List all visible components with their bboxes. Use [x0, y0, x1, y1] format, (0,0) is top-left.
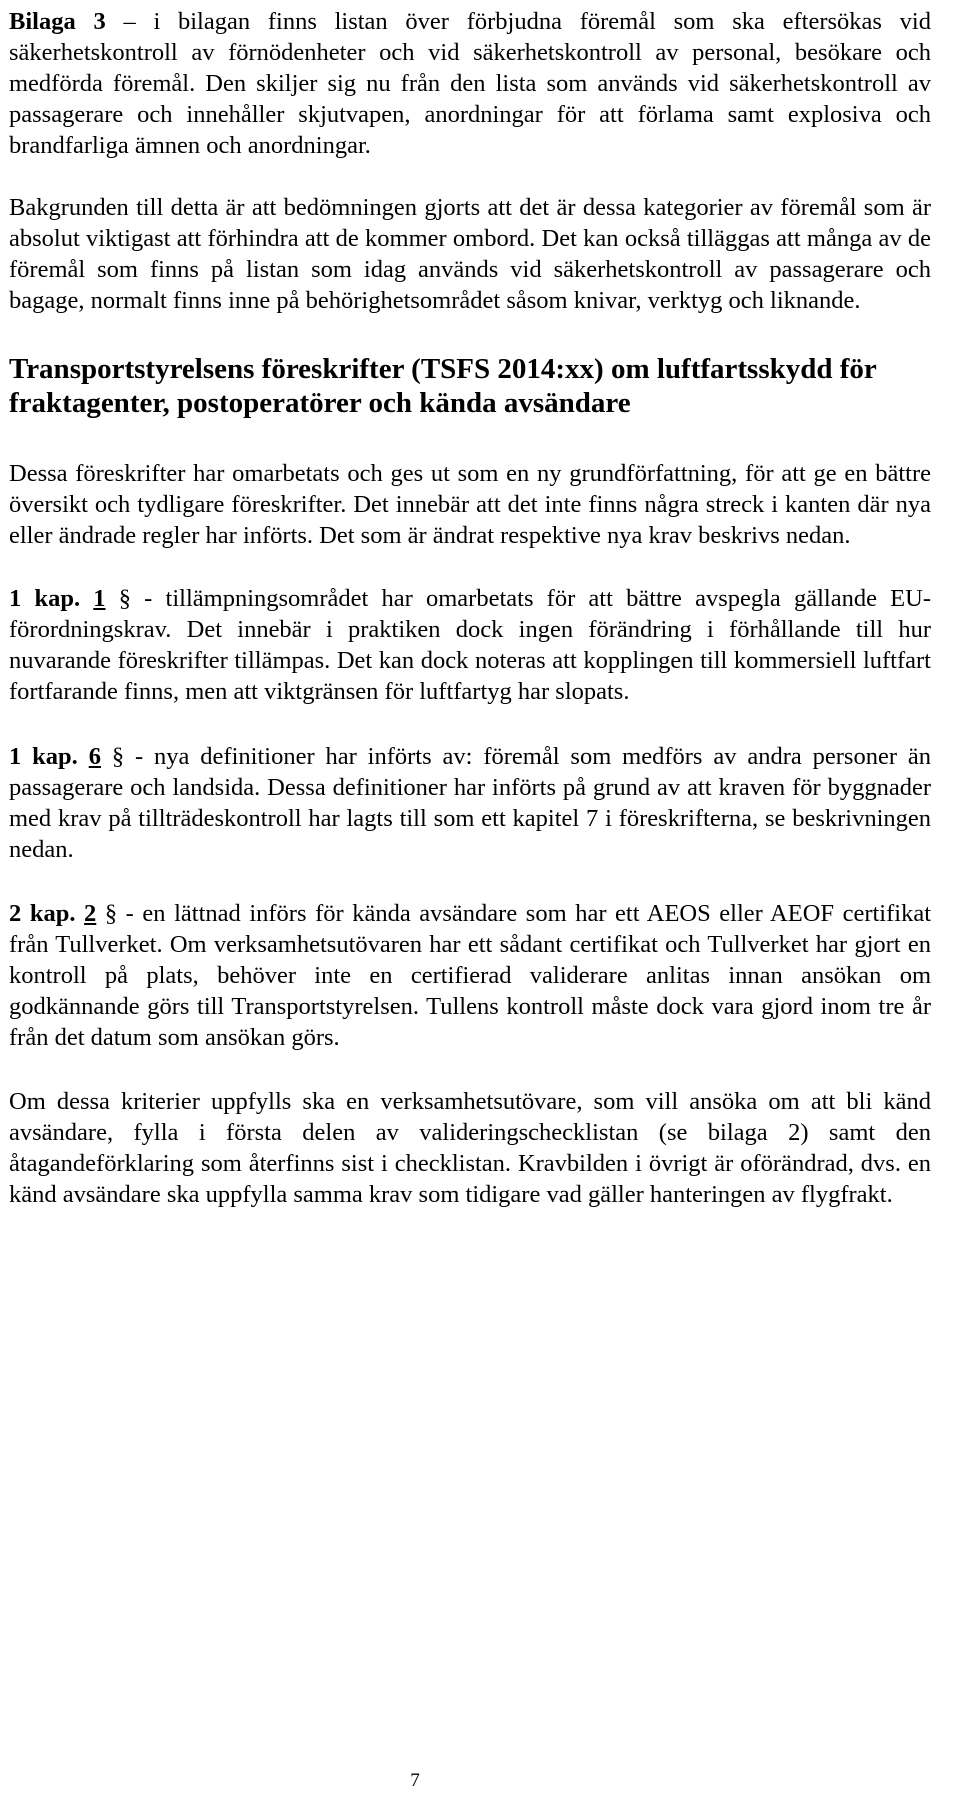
section-paragraph-3	[9, 898, 931, 1053]
section-sign: §	[104, 900, 118, 927]
section-number: 1	[93, 585, 106, 612]
intro-paragraph	[9, 6, 931, 161]
summary-paragraph: Dessa föreskrifter har omarbetats och ges ut som en ny grundförfattning, för att ge en bättre översikt och tydligare föreskrifter. Det innebär att det inte finns några streck i kanten där nya eller ändrade regler har införts. Det som är ändrat respektive nya krav beskrivs nedan.	[9, 460, 931, 549]
chapter-label: 2 kap.	[9, 900, 76, 927]
section-text: - en lättnad införs för kända avsändare som har ett AEOS eller AEOF certifikat från Tullverket. Om verksamhetsutövaren har ett sådant certifikat och Tullverket har gjort en kontroll på plats, behöver inte en certifierad validerare anlitas innan ansökan om godkännande görs till Transportstyrelsen. Tullens kontroll måste dock vara gjord inom tre år från det datum som ansökan görs.	[9, 900, 932, 1051]
chapter-label: 1 kap.	[9, 743, 78, 770]
chapter-label: 1 kap.	[9, 585, 81, 612]
section-paragraph-1	[9, 583, 931, 707]
section-number: 6	[88, 743, 101, 770]
section-sign: §	[111, 743, 125, 770]
section-text: - nya definitioner har införts av: föremål som medförs av andra personer än passagerare och landsida. Dessa definitioner har införts på grund av att kraven för byggnader med krav på tillträdeskontroll har lagts till som ett kapitel 7 i föreskrifterna, se beskrivningen nedan.	[9, 743, 932, 863]
section-number: 2	[84, 900, 97, 927]
section-text: - tillämpningsområdet har omarbetats för att bättre avspegla gällande EU-förordningskrav. Det innebär i praktiken dock ingen förändring i förhållande till hur nuvarande föreskrifter tillämpas. Det kan dock noteras att kopplingen till kommersiell luftfart fortfarande finns, men att viktgränsen för luftfartyg har slopats.	[9, 585, 931, 705]
document-content	[9, 6, 931, 1210]
section-heading: Transportstyrelsens föreskrifter (TSFS 2014:xx) om luftfartsskydd för fraktagenter, postoperatörer och kända avsändare	[9, 353, 877, 419]
page-number: 7	[410, 1770, 420, 1791]
closing-paragraph: Om dessa kriterier uppfylls ska en verksamhetsutövare, som vill ansöka om att bli känd avsändare, fylla i första delen av valideringschecklistan (se bilaga 2) samt den åtagandeförklaring som återfinns sist i checklistan. Kravbilden i övrigt är oförändrad, dvs. en känd avsändare ska uppfylla samma krav som tidigare vad gäller hanteringen av flygfrakt.	[9, 1088, 931, 1208]
section-paragraph-2	[9, 741, 931, 865]
intro-label: Bilaga 3	[9, 8, 106, 35]
section-sign: §	[118, 585, 131, 612]
intro-text: – i bilagan finns listan över förbjudna föremål som ska eftersökas vid säkerhetskontroll av förnödenheter och vid säkerhetskontroll av personal, besökare och medförda föremål. Den skiljer sig nu från den lista som används vid säkerhetskontroll av passagerare och innehåller skjutvapen, anordningar för att förlama samt explosiva och brandfarliga ämnen och anordningar.	[9, 8, 931, 159]
background-paragraph: Bakgrunden till detta är att bedömningen gjorts att det är dessa kategorier av föremål som är absolut viktigast att förhindra att de kommer ombord. Det kan också tilläggas att många av de föremål som finns på listan som idag används vid säkerhetskontroll av passagerare och bagage, normalt finns inne på behörighetsområdet såsom knivar, verktyg och liknande.	[9, 194, 931, 314]
